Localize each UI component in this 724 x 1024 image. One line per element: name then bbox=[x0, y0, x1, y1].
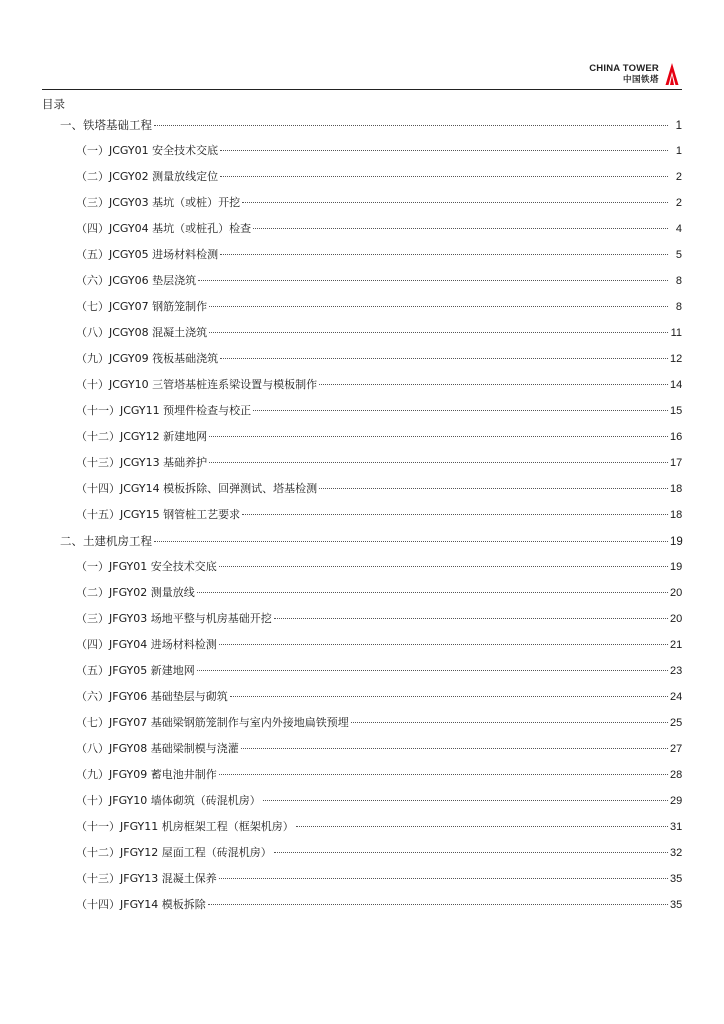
dot-leader bbox=[209, 436, 668, 437]
toc-entry-title: （十二）JCGY12 新建地网 bbox=[76, 430, 208, 443]
toc-page-number: 28 bbox=[670, 769, 683, 781]
toc-subsection-entry[interactable] bbox=[42, 814, 682, 840]
toc-subsection-entry[interactable] bbox=[42, 788, 682, 814]
dot-leader bbox=[220, 150, 668, 151]
toc-subsection-entry[interactable] bbox=[42, 658, 682, 684]
table-of-contents bbox=[42, 96, 682, 918]
dot-leader bbox=[296, 826, 668, 827]
toc-subsection-entry[interactable] bbox=[42, 476, 682, 502]
toc-section-entry[interactable] bbox=[42, 528, 682, 554]
toc-entry-title: （三）JFGY03 场地平整与机房基础开挖 bbox=[76, 612, 272, 625]
toc-subsection-entry[interactable] bbox=[42, 892, 682, 918]
toc-page-number: 20 bbox=[670, 613, 683, 625]
dot-leader bbox=[208, 904, 668, 905]
toc-page-number: 32 bbox=[670, 847, 683, 859]
toc-subsection-entry[interactable] bbox=[42, 840, 682, 866]
dot-leader bbox=[209, 462, 668, 463]
toc-page-number: 12 bbox=[670, 353, 683, 365]
toc-subsection-entry[interactable] bbox=[42, 502, 682, 528]
toc-entry-title: （十）JCGY10 三管塔基桩连系梁设置与模板制作 bbox=[76, 378, 318, 391]
dot-leader bbox=[319, 384, 668, 385]
toc-subsection-entry[interactable] bbox=[42, 736, 682, 762]
toc-subsection-entry[interactable] bbox=[42, 372, 682, 398]
dot-leader bbox=[219, 878, 668, 879]
toc-page-number: 14 bbox=[670, 379, 683, 391]
china-tower-logo bbox=[589, 62, 680, 86]
toc-entry-title: （十一）JFGY11 机房框架工程（框架机房） bbox=[76, 820, 294, 833]
dot-leader bbox=[219, 774, 668, 775]
toc-page-number: 19 bbox=[670, 536, 683, 548]
toc-entry-title: （七）JCGY07 钢筋笼制作 bbox=[76, 300, 208, 313]
dot-leader bbox=[319, 488, 668, 489]
dot-leader bbox=[242, 514, 668, 515]
toc-entry-title: （十五）JCGY15 钢管桩工艺要求 bbox=[76, 508, 241, 521]
toc-page-number: 21 bbox=[670, 639, 683, 651]
toc-page-number: 20 bbox=[670, 587, 683, 599]
dot-leader bbox=[197, 670, 668, 671]
toc-page-number: 8 bbox=[675, 301, 682, 313]
toc-entry-title: （十）JFGY10 墙体砌筑（砖混机房） bbox=[76, 794, 261, 807]
toc-subsection-entry[interactable] bbox=[42, 242, 682, 268]
dot-leader bbox=[253, 410, 668, 411]
toc-page-number: 1 bbox=[675, 120, 682, 132]
dot-leader bbox=[220, 358, 668, 359]
toc-page-number: 4 bbox=[675, 223, 682, 235]
dot-leader bbox=[242, 202, 668, 203]
toc-subsection-entry[interactable] bbox=[42, 866, 682, 892]
toc-entry-title: （十四）JCGY14 模板拆除、回弹测试、塔基检测 bbox=[76, 482, 318, 495]
toc-subsection-entry[interactable] bbox=[42, 164, 682, 190]
toc-page-number: 35 bbox=[670, 899, 683, 911]
toc-entry-title: （八）JFGY08 基础梁制模与浇灌 bbox=[76, 742, 239, 755]
toc-page-number: 18 bbox=[670, 483, 683, 495]
dot-leader bbox=[154, 125, 668, 126]
toc-section-entry[interactable] bbox=[42, 112, 682, 138]
logo-english-text: CHINA TOWER bbox=[589, 63, 659, 74]
toc-subsection-entry[interactable] bbox=[42, 424, 682, 450]
toc-entry-title: （十四）JFGY14 模板拆除 bbox=[76, 898, 206, 911]
dot-leader bbox=[263, 800, 668, 801]
toc-subsection-entry[interactable] bbox=[42, 710, 682, 736]
toc-page-number: 2 bbox=[675, 197, 682, 209]
toc-subsection-entry[interactable] bbox=[42, 398, 682, 424]
toc-subsection-entry[interactable] bbox=[42, 216, 682, 242]
toc-subsection-entry[interactable] bbox=[42, 684, 682, 710]
toc-subsection-entry[interactable] bbox=[42, 320, 682, 346]
toc-page-number: 15 bbox=[670, 405, 683, 417]
toc-entry-title: （五）JFGY05 新建地网 bbox=[76, 664, 195, 677]
dot-leader bbox=[351, 722, 668, 723]
toc-subsection-entry[interactable] bbox=[42, 632, 682, 658]
toc-page-number: 5 bbox=[675, 249, 682, 261]
header-divider bbox=[42, 89, 682, 90]
toc-entry-title: （三）JCGY03 基坑（或桩）开挖 bbox=[76, 196, 241, 209]
toc-subsection-entry[interactable] bbox=[42, 346, 682, 372]
toc-subsection-entry[interactable] bbox=[42, 450, 682, 476]
dot-leader bbox=[197, 592, 668, 593]
toc-subsection-entry[interactable] bbox=[42, 268, 682, 294]
toc-page-number: 11 bbox=[670, 327, 682, 339]
toc-page-number: 25 bbox=[670, 717, 683, 729]
toc-entry-title: 一、铁塔基础工程 bbox=[60, 118, 152, 132]
logo-chinese-text: 中国铁塔 bbox=[622, 74, 659, 85]
toc-subsection-entry[interactable] bbox=[42, 138, 682, 164]
toc-page-number: 31 bbox=[670, 821, 683, 833]
toc-page-number: 29 bbox=[670, 795, 683, 807]
toc-subsection-entry[interactable] bbox=[42, 554, 682, 580]
toc-entry-title: 二、土建机房工程 bbox=[60, 534, 152, 548]
toc-entry-title: （一）JCGY01 安全技术交底 bbox=[76, 144, 219, 157]
toc-title: 目录 bbox=[42, 97, 65, 111]
dot-leader bbox=[219, 566, 668, 567]
toc-entry-title: （十三）JFGY13 混凝土保养 bbox=[76, 872, 217, 885]
dot-leader bbox=[241, 748, 668, 749]
toc-entry-title: （九）JCGY09 筏板基础浇筑 bbox=[76, 352, 219, 365]
toc-entry-title: （二）JFGY02 测量放线 bbox=[76, 586, 195, 599]
toc-subsection-entry[interactable] bbox=[42, 606, 682, 632]
toc-entry-title: （六）JFGY06 基础垫层与砌筑 bbox=[76, 690, 228, 703]
page-header bbox=[42, 50, 682, 90]
toc-entry-title: （五）JCGY05 进场材料检测 bbox=[76, 248, 219, 261]
tower-logo-icon bbox=[664, 62, 680, 86]
dot-leader bbox=[274, 618, 668, 619]
toc-entry-title: （一）JFGY01 安全技术交底 bbox=[76, 560, 217, 573]
toc-page-number: 18 bbox=[670, 509, 683, 521]
toc-entry-title: （八）JCGY08 混凝土浇筑 bbox=[76, 326, 208, 339]
toc-page-number: 27 bbox=[670, 743, 683, 755]
toc-page-number: 1 bbox=[675, 145, 682, 157]
toc-entry-title: （七）JFGY07 基础梁钢筋笼制作与室内外接地扁铁预埋 bbox=[76, 716, 349, 729]
toc-page-number: 23 bbox=[670, 665, 683, 677]
toc-subsection-entry[interactable] bbox=[42, 762, 682, 788]
toc-page-number: 8 bbox=[675, 275, 682, 287]
dot-leader bbox=[198, 280, 668, 281]
dot-leader bbox=[230, 696, 668, 697]
toc-page-number: 2 bbox=[675, 171, 682, 183]
toc-entry-title: （四）JCGY04 基坑（或桩孔）检查 bbox=[76, 222, 252, 235]
toc-entry-title: （二）JCGY02 测量放线定位 bbox=[76, 170, 219, 183]
toc-page-number: 17 bbox=[670, 457, 683, 469]
toc-subsection-entry[interactable] bbox=[42, 294, 682, 320]
dot-leader bbox=[154, 541, 668, 542]
dot-leader bbox=[253, 228, 668, 229]
toc-page-number: 35 bbox=[670, 873, 683, 885]
toc-entry-title: （六）JCGY06 垫层浇筑 bbox=[76, 274, 197, 287]
toc-entry-title: （十三）JCGY13 基础养护 bbox=[76, 456, 208, 469]
toc-entries bbox=[42, 112, 682, 918]
toc-page-number: 24 bbox=[670, 691, 683, 703]
toc-entry-title: （十二）JFGY12 屋面工程（砖混机房） bbox=[76, 846, 272, 859]
toc-entry-title: （九）JFGY09 蓄电池井制作 bbox=[76, 768, 217, 781]
dot-leader bbox=[209, 306, 668, 307]
toc-entry-title: （四）JFGY04 进场材料检测 bbox=[76, 638, 217, 651]
dot-leader bbox=[220, 176, 668, 177]
toc-entry-title: （十一）JCGY11 预埋件检查与校正 bbox=[76, 404, 252, 417]
toc-subsection-entry[interactable] bbox=[42, 190, 682, 216]
toc-page-number: 19 bbox=[670, 561, 683, 573]
dot-leader bbox=[220, 254, 668, 255]
dot-leader bbox=[274, 852, 668, 853]
dot-leader bbox=[209, 332, 668, 333]
toc-page-number: 16 bbox=[670, 431, 683, 443]
dot-leader bbox=[219, 644, 668, 645]
toc-subsection-entry[interactable] bbox=[42, 580, 682, 606]
